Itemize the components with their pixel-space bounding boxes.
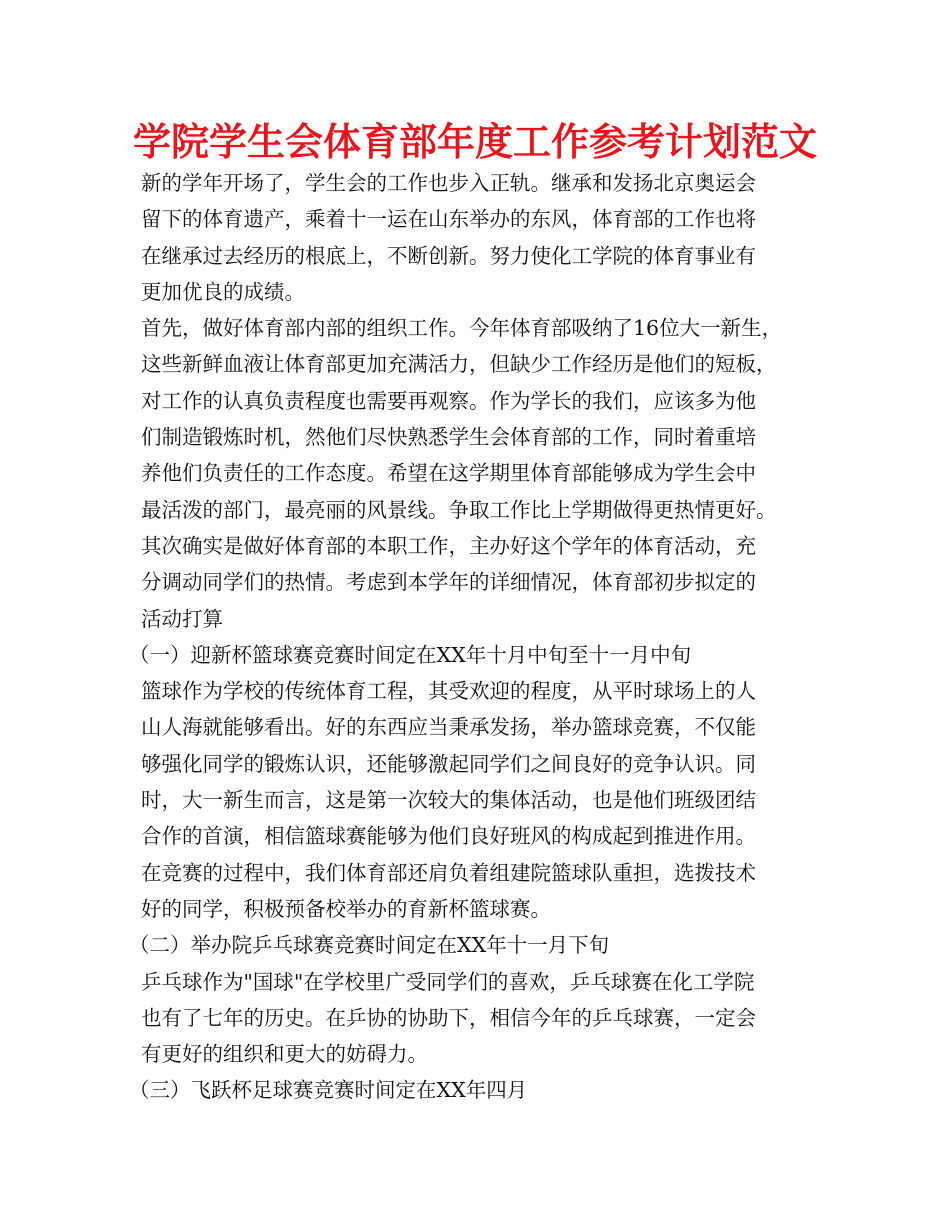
paragraph-line: 时，大一新生而言，这是第一次较大的集体活动，也是他们班级团结 [141,788,756,813]
section-heading-line: （一）迎新杯篮球赛竞赛时间定在XX年十月中旬至十一月中旬 [129,642,692,667]
section-heading-line: （三）飞跃杯足球赛竞赛时间定在XX年四月 [129,1078,528,1103]
paragraph-line: 养他们负责任的工作态度。希望在这学期里体育部能够成为学生会中 [141,461,756,486]
paragraph-line: 新的学年开场了，学生会的工作也步入正轨。继承和发扬北京奥运会 [141,171,756,195]
paragraph-line: 山人海就能够看出。好的东西应当秉承发扬，举办篮球竞赛，不仅能 [141,715,756,740]
document-title: 学院学生会体育部年度工作参考计划范文 [132,120,817,164]
paragraph-line: 更加优良的成绩。 [141,279,305,304]
paragraph-line: 首先，做好体育部内部的组织工作。今年体育部吸纳了16位大一新生， [141,316,783,341]
paragraph-line: 在竞赛的过程中，我们体育部还肩负着组建院篮球队重担，选拨技术 [141,860,756,885]
paragraph-line: 乒乓球作为"国球"在学校里广受同学们的喜欢，乒乓球赛在化工学院 [141,969,755,994]
paragraph-line: 好的同学，积极预备校举办的育新杯篮球赛。 [141,896,551,921]
section-heading-line: （二）举办院乒乓球赛竞赛时间定在XX年十一月下旬 [129,933,610,958]
paragraph-line: 在继承过去经历的根底上，不断创新。努力使化工学院的体育事业有 [141,243,756,268]
paragraph-line: 们制造锻炼时机，然他们尽快熟悉学生会体育部的工作，同时着重培 [141,425,756,450]
paragraph-line: 其次确实是做好体育部的本职工作，主办好这个学年的体育活动，充 [141,533,756,558]
paragraph-line: 分调动同学们的热情。考虑到本学年的详细情况，体育部初步拟定的 [141,570,756,595]
paragraph-line: 活动打算 [141,606,223,631]
paragraph-line: 篮球作为学校的传统体育工程，其受欢迎的程度，从平时球场上的人 [141,679,756,704]
paragraph-line: 合作的首演，相信篮球赛能够为他们良好班风的构成起到推进作用。 [141,824,756,849]
paragraph-line: 也有了七年的历史。在乒协的协助下，相信今年的乒乓球赛，一定会 [141,1005,756,1030]
paragraph-line: 够强化同学的锻炼认识，还能够激起同学们之间良好的竞争认识。同 [141,751,756,776]
document-body [129,165,821,1109]
paragraph-line: 这些新鲜血液让体育部更加充满活力，但缺少工作经历是他们的短板， [141,352,777,377]
paragraph-line: 对工作的认真负责程度也需要再观察。作为学长的我们，应该多为他 [141,388,756,413]
paragraph-line: 最活泼的部门，最亮丽的风景线。争取工作比上学期做得更热情更好。 [141,497,777,522]
paragraph-line: 留下的体育遗产，乘着十一运在山东举办的东风，体育部的工作也将 [141,207,756,232]
paragraph-line: 有更好的组织和更大的妨碍力。 [141,1042,428,1067]
